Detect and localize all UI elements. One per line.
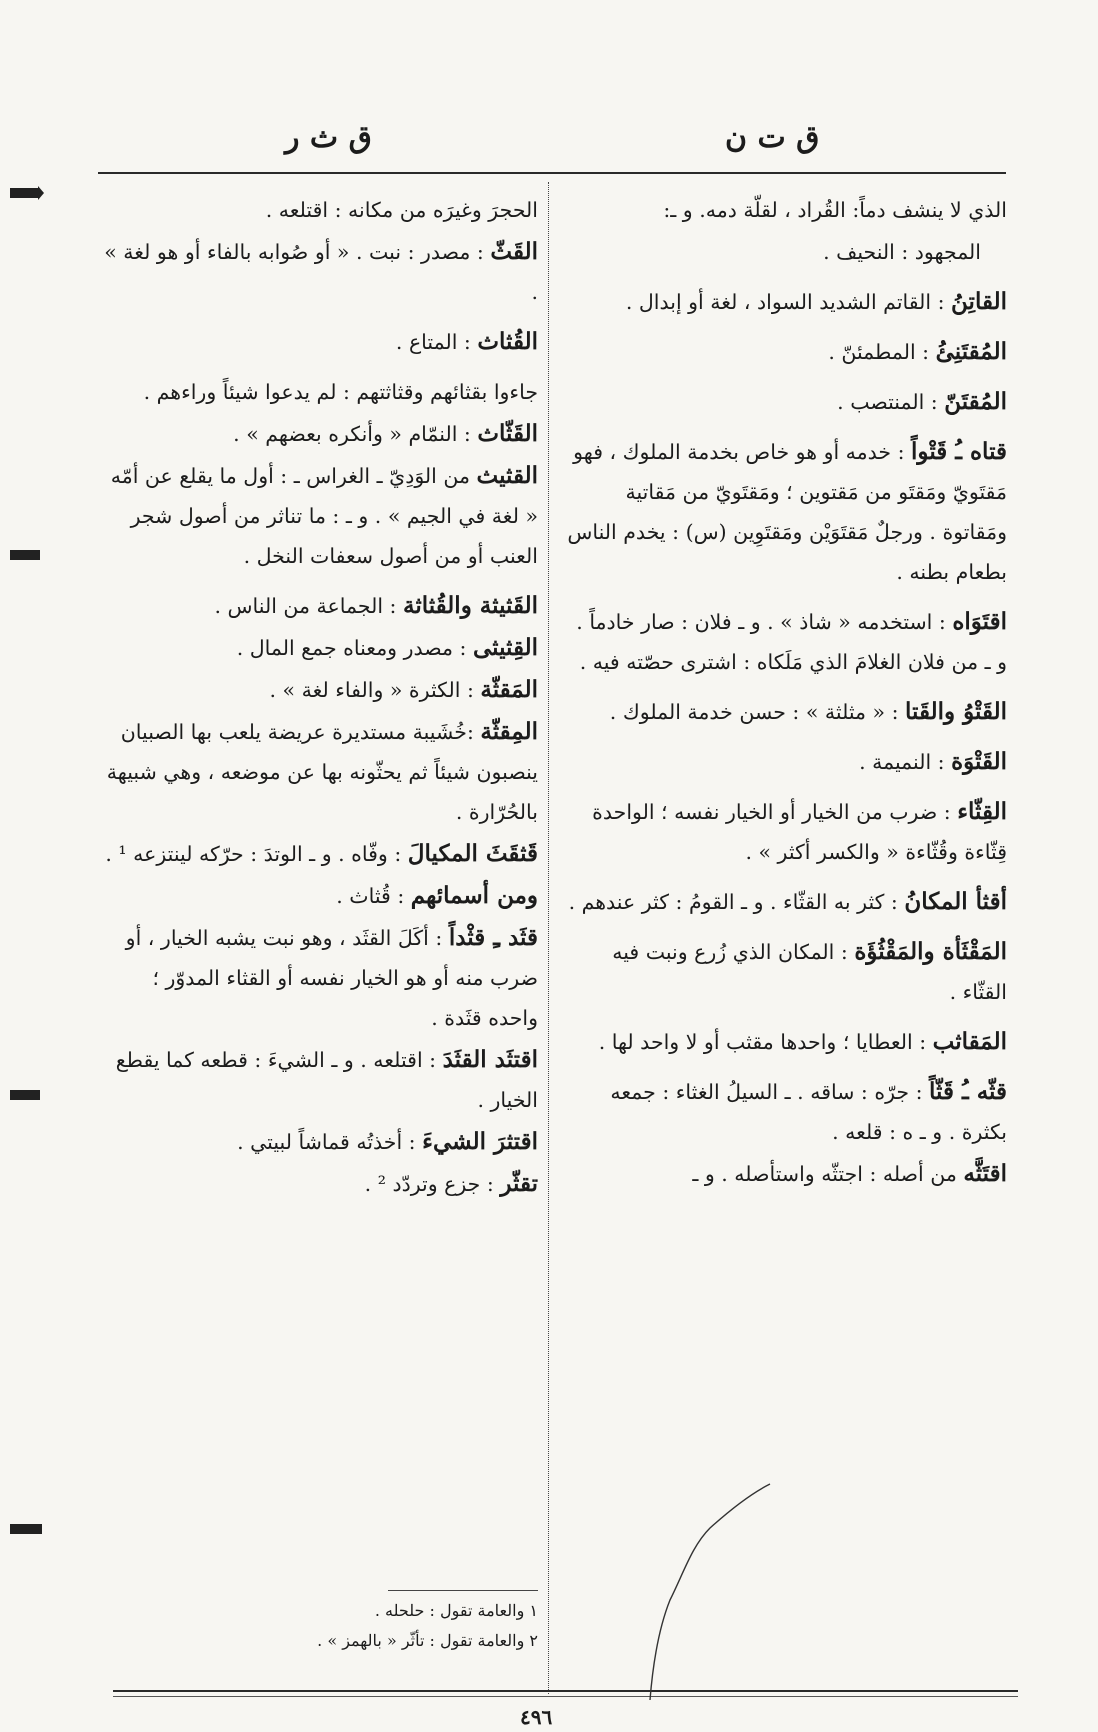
footnote-rule xyxy=(388,1590,538,1591)
entry: اقتثرَ الشيءَ : أخذتُه قماشاً لبيتي . xyxy=(237,1128,538,1155)
left-column xyxy=(100,190,538,1206)
paper-crack-icon xyxy=(640,1480,780,1710)
entry: القَثّاث : النمّام « وأنكره بعضهم » . xyxy=(233,420,538,447)
entry: القَثّ : مصدر : نبت . « أو صُوابه بالفاء أو هو لغة » . xyxy=(104,238,538,304)
entry: أقثأ المكانُ : كثر به القثّاء . و ـ القومُ : كثر عندهم . xyxy=(568,888,1007,915)
margin-tab-icon xyxy=(10,1520,44,1534)
entry: القثيث من الوَدِيّ ـ الغراس ـ : أول ما يقلع عن أمّه « لغة في الجيم » . و ـ : ما تناثر من أصول شجر العنب أو من أصول سعفات النخل . xyxy=(110,462,538,568)
entry: اقتَوَاه : استخدمه « شاذ » . و ـ فلان : صار خادماً . و ـ من فلان الغلامَ الذي مَلَكاه : اشترى حصّته فيه . xyxy=(576,608,1007,674)
footer-rule xyxy=(113,1690,1018,1692)
entry: القَتْوُ والقَتا : « مثلثة » : حسن خدمة الملوك . xyxy=(609,698,1007,725)
entry: قثَد ـِ قثْداً : أكَلَ القثَد ، وهو نبت يشبه الخيار ، أو ضرب منه أو هو الخيار نفسه أو القثاء المدوّر ؛ واحده قثَدة . xyxy=(125,924,538,1030)
entry: القِثيثى : مصدر ومعناه جمع المال . xyxy=(236,634,538,661)
margin-tab-icon xyxy=(10,548,44,562)
column-divider xyxy=(548,182,549,1694)
entry: قثّه ـُ قَثّاً : جرّه : ساقه . ـ السيلُ الغثاء : جمعه بكثرة . و ـ ه : قلعه . xyxy=(610,1078,1007,1144)
footnote: ٢ والعامة تقول : تأثّر « بالهمز » . xyxy=(317,1631,538,1650)
header-rule xyxy=(98,172,1006,174)
header-right-letters: ق ت ن xyxy=(725,120,820,155)
right-column xyxy=(565,190,1007,1196)
entry: القَتْوَة : النميمة . xyxy=(859,748,1007,775)
entry: القُثاث : المتاع . xyxy=(395,328,538,355)
entry: القِثّاء : ضرب من الخيار أو الخيار نفسه ؛ الواحدة قِثّاءة وقُثّاءة « والكسر أكثر » . xyxy=(592,798,1007,864)
entry: المِقثّة :خُشَيبة مستديرة عريضة يلعب بها الصبيان ينصبون شيئاً ثم يحثّونه بها عن موضعه ، وهي شبيهة بالحُرّارة . xyxy=(106,718,538,824)
entry: اقتَثَّه من أصله : اجتثّه واستأصله . و ـ xyxy=(692,1160,1007,1187)
entry: القَثيثة والقُثاثة : الجماعة من الناس . xyxy=(214,592,538,619)
entry: المُقتَنِئُ : المطمئنّ . xyxy=(828,338,1007,365)
footnotes xyxy=(110,1596,538,1656)
margin-tab-icon xyxy=(10,186,44,200)
margin-tab-icon xyxy=(10,1088,44,1102)
entry: جاءوا بقثائهم وقثاثتهم : لم يدعوا شيئاً وراءهم . xyxy=(143,380,538,404)
footnote: ١ والعامة تقول : حلحله . xyxy=(374,1601,538,1620)
entry: الحجرَ وغيرَه من مكانه : اقتلعه . xyxy=(265,198,538,222)
entry: اقتثَد القثَدَ : اقتلعه . و ـ الشيءَ : قطعه كما يقطع الخيار . xyxy=(115,1046,538,1112)
page-number: ٤٩٦ xyxy=(520,1705,553,1729)
entry: المَقثّة : الكثرة « والفاء لغة » . xyxy=(269,676,538,703)
entry: المَقْثَأة والمَقْثُؤَة : المكان الذي زُرع ونبت فيه القثّاء . xyxy=(612,938,1007,1004)
footer-rule-thin xyxy=(113,1696,1018,1697)
header-left-letters: ق ث ر xyxy=(285,120,372,155)
entry: تقثّر : جزع وتردّد ² . xyxy=(364,1170,538,1197)
entry: المَقاثب : العطايا ؛ واحدها مقثب أو لا واحد لها . xyxy=(598,1028,1007,1055)
entry: قَثقَثَ المكيالَ : وفّاه . و ـ الوتدَ : حرّكه لينتزعه ¹ . xyxy=(105,840,538,867)
entry: قتاه ـُ قَتْواً : خدمه أو هو خاص بخدمة الملوك ، فهو مَقتَويّ ومَقتَو من مَقتوين ؛ ومَقتَويّ من مَقاتية ومَقاتوة . ورجلٌ مَقتَوَيْن ومَقتَوِين (س) : يخدم الناس بطعام بطنه . xyxy=(567,438,1007,584)
entry: الذي لا ينشف دماً: القُراد ، لقلّة دمه. و ـ: xyxy=(663,198,1007,222)
entry: ومن أسمائهم : قُثاث . xyxy=(336,882,538,909)
entry: القاتِنُ : القاتم الشديد السواد ، لغة أو إبدال . xyxy=(625,288,1007,315)
entry: المجهود : النحيف . xyxy=(823,240,981,264)
entry: المُقتَنّ : المنتصب . xyxy=(837,388,1007,415)
